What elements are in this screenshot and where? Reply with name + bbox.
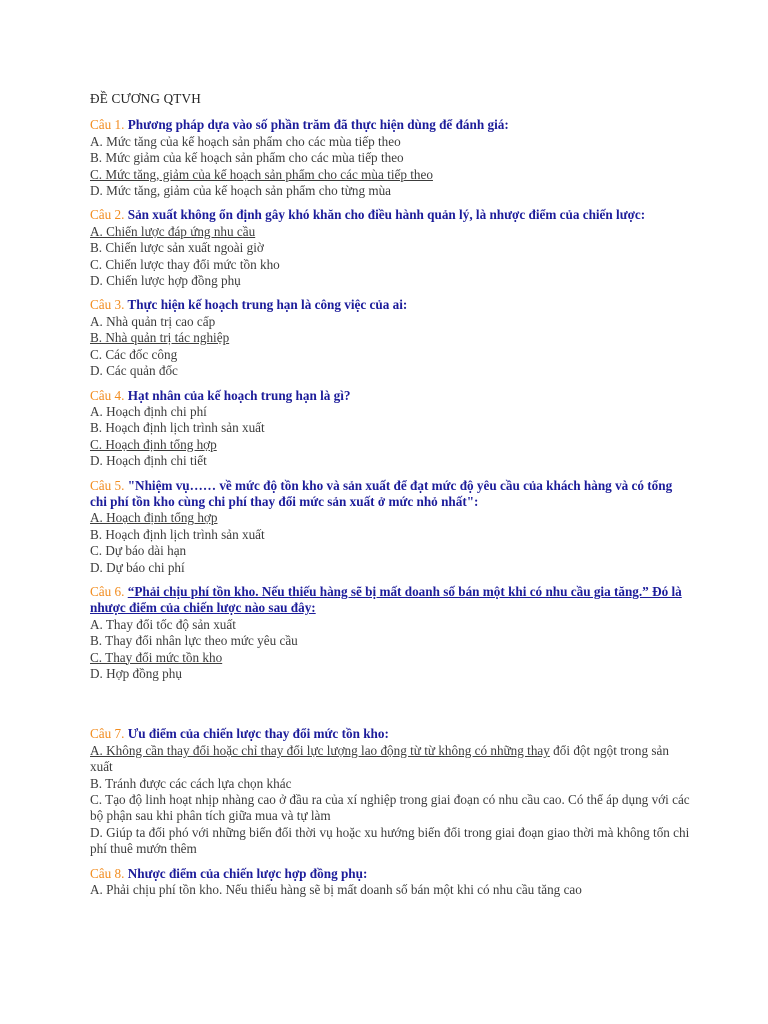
- question-5: [90, 478, 690, 576]
- question-number: Câu 2.: [90, 207, 125, 223]
- option-a: [90, 743, 690, 776]
- option-d: D. Mức tăng, giảm của kế hoạch sản phẩm cho từng mùa: [90, 183, 392, 199]
- question-2: [90, 207, 690, 289]
- option-d: D. Các quản đốc: [90, 363, 178, 379]
- option-b: B. Nhà quản trị tác nghiệp: [90, 330, 230, 346]
- option-a: A. Chiến lược đáp ứng nhu cầu: [90, 223, 256, 239]
- question-6-heading: [90, 584, 690, 617]
- question-5-heading: [90, 478, 690, 511]
- question-3: [90, 297, 690, 379]
- option-a: A. Phải chịu phí tồn kho. Nếu thiếu hàng sẽ bị mất doanh số bán một khi có nhu cầu tăng cao: [90, 882, 582, 898]
- question-3-heading: [90, 297, 690, 313]
- question-text: "Nhiệm vụ…… về mức độ tồn kho và sản xuất để đạt mức độ yêu cầu của khách hàng và có tổng chi phí tồn kho cùng chi phí thay đổi mức sản xuất ở mức nhỏ nhất":: [90, 477, 673, 509]
- option-d: D. Hợp đồng phụ: [90, 666, 182, 681]
- question-text: Hạt nhân của kế hoạch trung hạn là gì?: [127, 387, 351, 403]
- option-d: D. Hoạch định chi tiết: [90, 453, 207, 469]
- question-text: Thực hiện kế hoạch trung hạn là công việc của ai:: [127, 297, 408, 313]
- option-b: B. Tránh được các cách lựa chọn khác: [90, 775, 292, 791]
- option-c: C. Thay đổi mức tồn kho: [90, 649, 223, 665]
- question-7: [90, 726, 690, 857]
- option-a-underlined: A. Không cần thay đổi hoặc chỉ thay đổi lực lượng lao động từ từ không có những thay: [90, 742, 550, 758]
- question-4-heading: [90, 388, 690, 404]
- option-c: C. Tạo độ linh hoạt nhịp nhàng cao ở đầu ra của xí nghiệp trong giai đoạn có nhu cầu cao. Có thể áp dụng với các bộ phận sau khi phân tích giữa mua và tự làm: [90, 792, 690, 824]
- option-a-rest: đổi đột ngột trong sản xuất: [90, 742, 669, 775]
- option-b: B. Hoạch định lịch trình sản xuất: [90, 420, 265, 436]
- option-c: C. Các đốc công: [90, 346, 178, 362]
- option-b: B. Thay đổi nhân lực theo mức yêu cầu: [90, 633, 298, 649]
- option-a: A. Mức tăng của kế hoạch sản phẩm cho các mùa tiếp theo: [90, 133, 401, 149]
- question-8: [90, 866, 690, 899]
- question-number: Câu 5.: [90, 477, 125, 493]
- option-b: B. Hoạch định lịch trình sản xuất: [90, 526, 265, 542]
- question-text: Nhược điểm của chiến lược hợp đồng phụ:: [127, 865, 368, 881]
- option-b: B. Mức giảm của kế hoạch sản phẩm cho các mùa tiếp theo: [90, 150, 404, 166]
- question-6: [90, 584, 690, 682]
- question-number: Câu 3.: [90, 297, 125, 313]
- question-1-heading: [90, 117, 690, 133]
- question-number: Câu 4.: [90, 387, 125, 403]
- document-title: ĐỀ CƯƠNG QTVH: [90, 91, 201, 106]
- option-d: D. Dự báo chi phí: [90, 559, 185, 575]
- question-text: Ưu điểm của chiến lược thay đổi mức tồn kho:: [127, 726, 389, 742]
- option-c: C. Chiến lược thay đổi mức tồn kho: [90, 256, 280, 272]
- question-1: [90, 117, 690, 199]
- option-a: A. Hoạch định chi phí: [90, 403, 207, 419]
- question-number: Câu 8.: [90, 865, 125, 881]
- option-d: D. Giúp ta đối phó với những biến đổi thời vụ hoặc xu hướng biến đổi trong giai đoạn giao thời mà không tốn chi phí thuê mướn thêm: [90, 824, 690, 857]
- question-number: Câu 6.: [90, 583, 125, 599]
- question-4: [90, 388, 690, 470]
- question-text: Sản xuất không ổn định gây khó khăn cho điều hành quản lý, là nhược điểm của chiến lược:: [127, 207, 646, 223]
- question-number: Câu 7.: [90, 726, 125, 742]
- question-number: Câu 1.: [90, 117, 125, 133]
- question-text: Phương pháp dựa vào số phần trăm đã thực hiện dùng để đánh giá:: [127, 117, 509, 133]
- question-7-heading: [90, 726, 690, 742]
- blank-space: [90, 690, 690, 726]
- option-c: C. Dự báo dài hạn: [90, 543, 187, 559]
- option-b: B. Chiến lược sản xuất ngoài giờ: [90, 240, 264, 256]
- question-8-heading: [90, 866, 690, 882]
- option-a: A. Thay đổi tốc độ sản xuất: [90, 616, 236, 632]
- document-page: [90, 91, 690, 906]
- option-a: A. Nhà quản trị cao cấp: [90, 313, 216, 329]
- question-text: “Phải chịu phí tồn kho. Nếu thiếu hàng sẽ bị mất doanh số bán một khi có nhu cầu gia tăng.” Đó là nhược điểm của chiến lược nào sau đây:: [90, 583, 682, 616]
- question-2-heading: [90, 207, 690, 223]
- option-c: C. Hoạch định tổng hợp: [90, 436, 217, 452]
- option-c: C. Mức tăng, giảm của kế hoạch sản phẩm cho các mùa tiếp theo: [90, 166, 433, 182]
- option-d: D. Chiến lược hợp đồng phụ: [90, 273, 241, 289]
- option-a: A. Hoạch định tổng hợp: [90, 510, 218, 526]
